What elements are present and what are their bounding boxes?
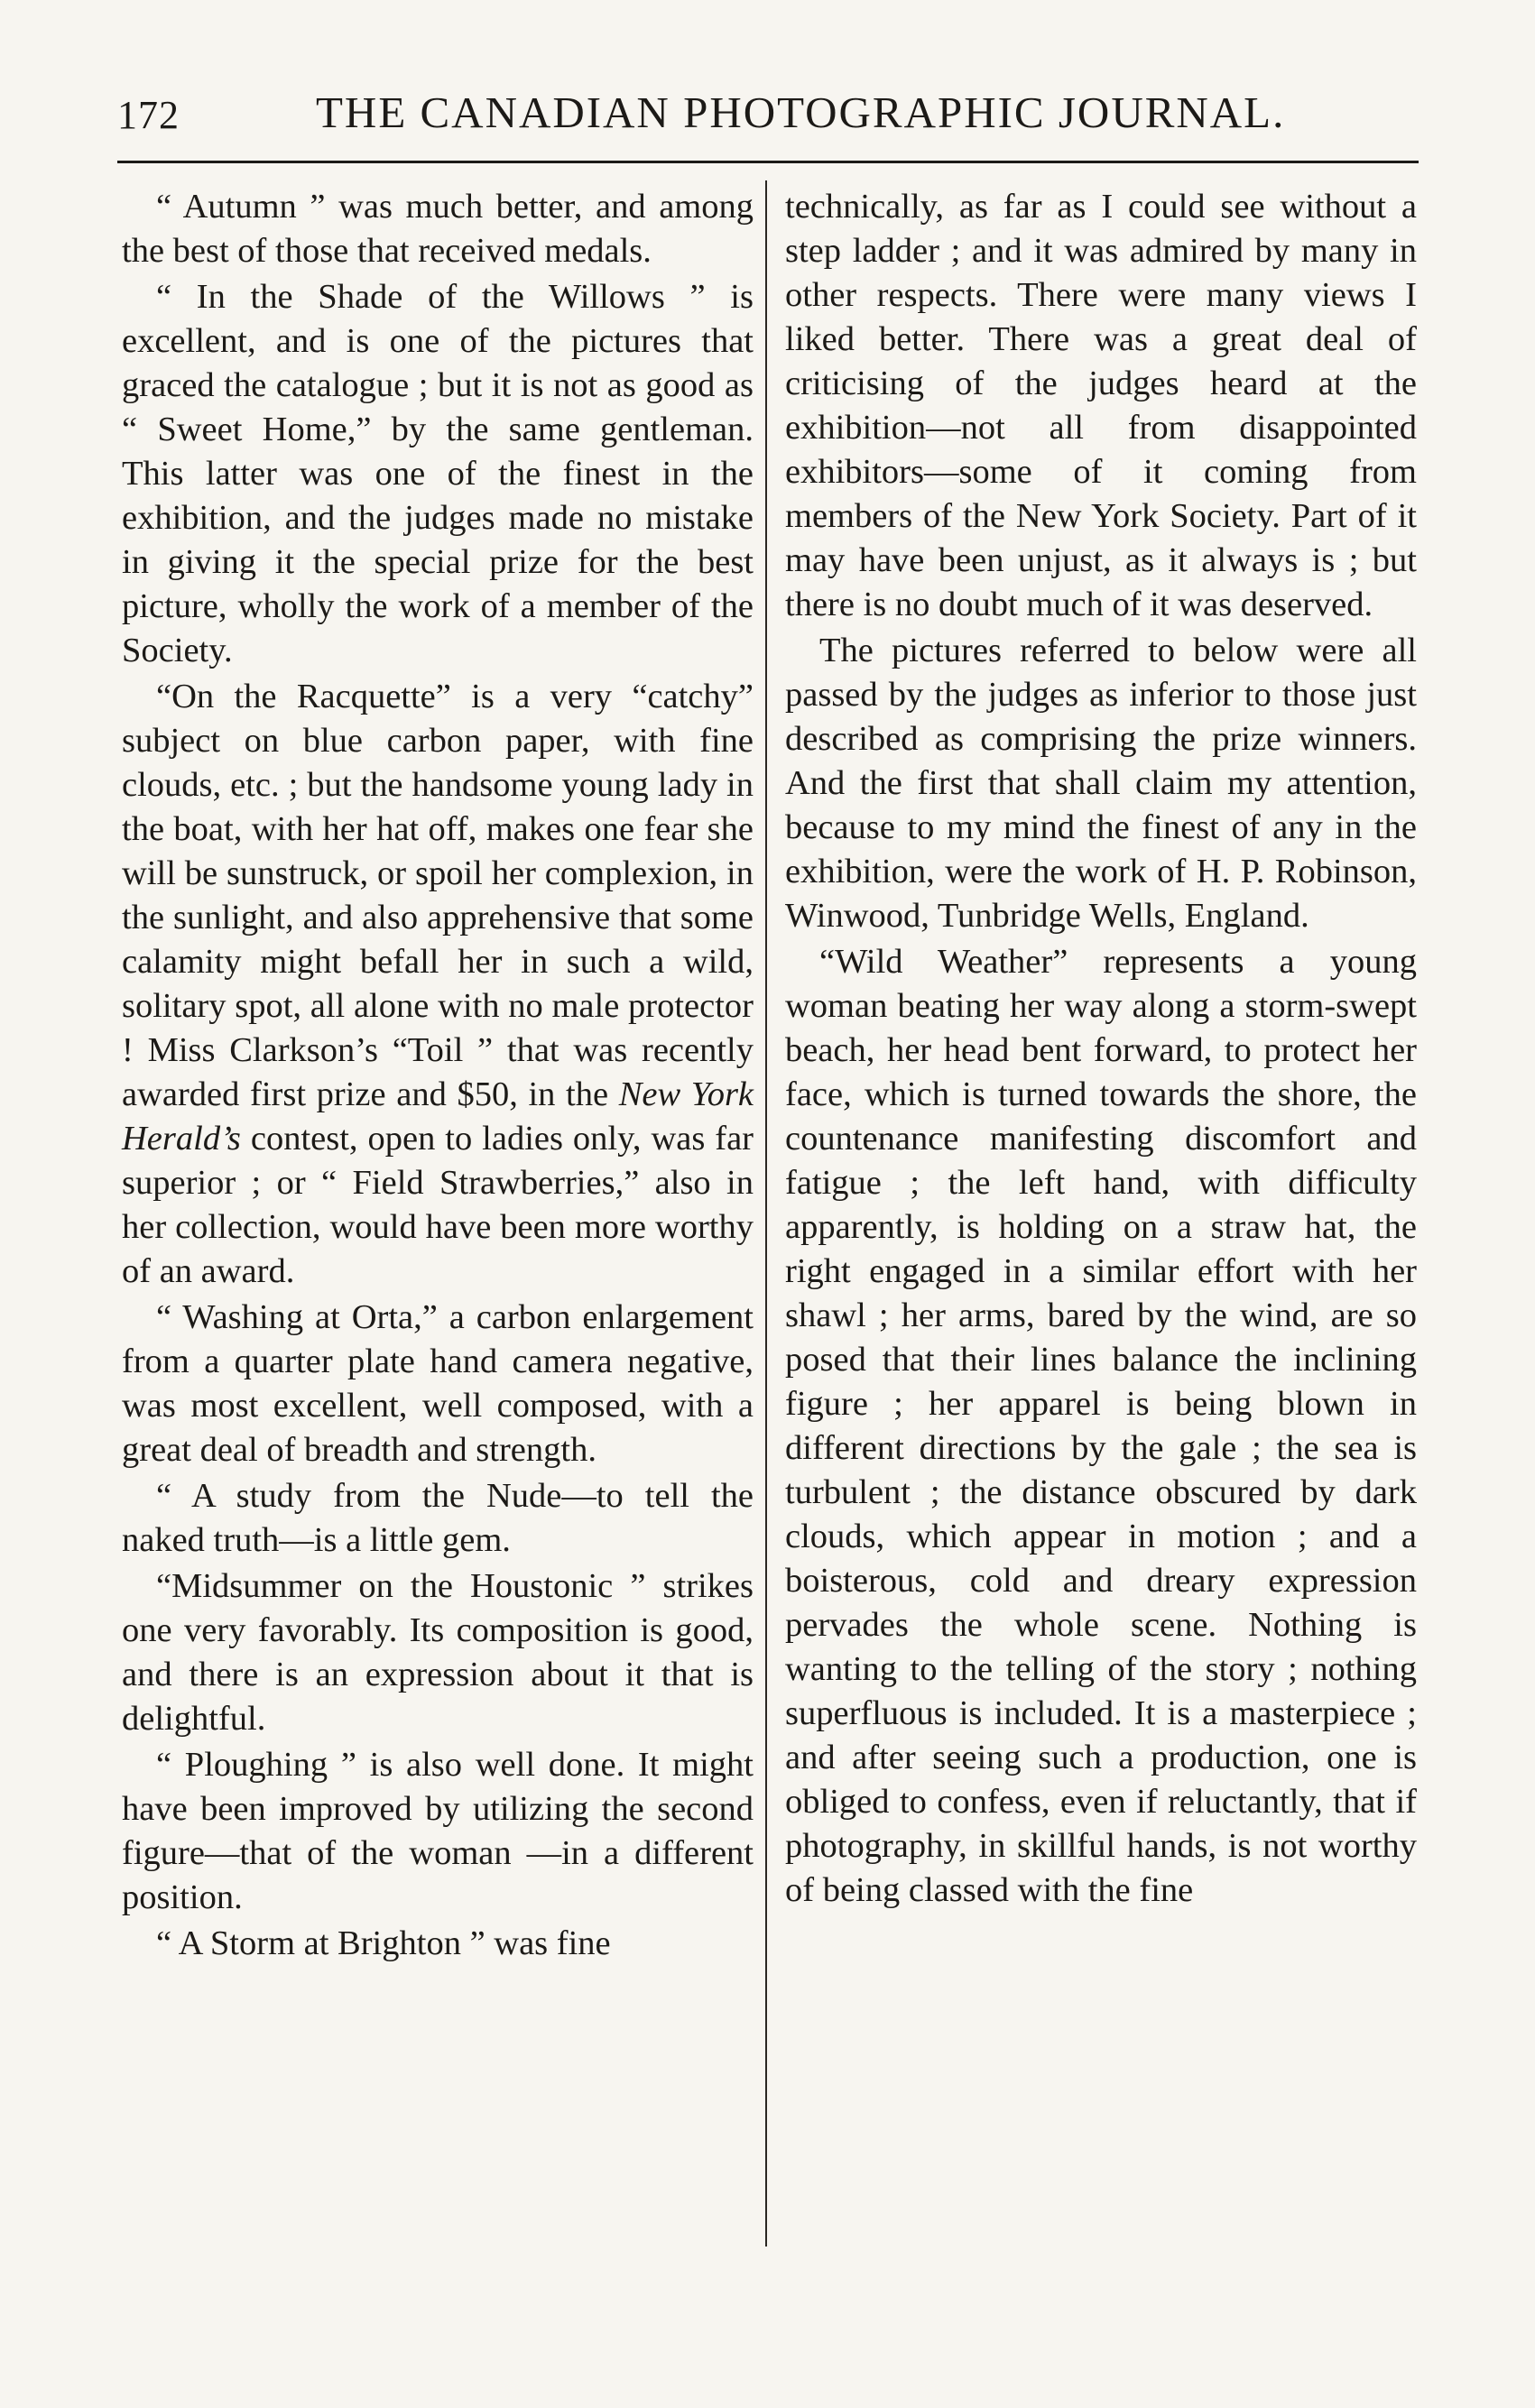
paragraph-midsummer: “Midsummer on the Houstonic ” strikes one very favorably. Its composition is good, and there is an expression about it that is delightful.: [122, 1567, 754, 1738]
paragraph-autumn: “ Autumn ” was much better, and among the best of those that received medals.: [122, 188, 754, 270]
left-column: [122, 185, 754, 1966]
paragraph-wild-weather: “Wild Weather” represents a young woman beating her way along a storm-swept beach, her head bent forward, to protect her face, which is turned towards the shore, the countenance manifesting discomfort and fatigue ; the left hand, with difficulty apparently, is holding on a straw hat, the right engaged in a similar effort with her shawl ; her arms, bared by the wind, are so posed that their lines balance the inclining figure ; her apparel is being blown in different directions by the gale ; the sea is turbulent ; the distance obscured by dark clouds, which appear in motion ; and a boisterous, cold and dreary expression pervades the whole scene. Nothing is wanting to the telling of the story ; nothing superfluous is included. It is a masterpiece ; and after seeing such a production, one is obliged to confess, even if reluctantly, that if photography, in skillful hands, is not worthy of being classed with the fine: [785, 943, 1417, 1909]
column-divider: [765, 180, 767, 2247]
right-column: [785, 185, 1417, 1913]
paragraph-nude: “ A study from the Nude—to tell the naked truth—is a little gem.: [122, 1477, 754, 1559]
newspaper-title: New York Herald’s: [122, 1075, 754, 1158]
header-rule: [117, 161, 1419, 163]
paragraph-pictures-below: The pictures referred to below were all passed by the judges as inferior to those just described as comprising the prize winners. And the first that shall claim my attention, because to my mind the finest of any in the exhibition, were the work of H. P. Robinson, Winwood, Tunbridge Wells, England.: [785, 632, 1417, 935]
page-header: [117, 79, 1419, 152]
page-number: 172: [117, 93, 180, 137]
racquette-text-2: contest, open to ladies only, was far superior ; or “ Field Strawberries,” also in her collection, would have been more worthy of an award.: [122, 1120, 754, 1290]
paragraph-storm-brighton: “ A Storm at Brighton ” was fine: [156, 1924, 611, 1962]
paragraph-willows: “ In the Shade of the Willows ” is excellent, and is one of the pictures that graced the catalogue ; but it is not as good as “ Sweet Home,” by the same gentleman. This latter was one of the finest in the exhibition, and the judges made no mistake in giving it the special prize for the best picture, wholly the work of a member of the Society.: [122, 278, 754, 669]
journal-title: THE CANADIAN PHOTOGRAPHIC JOURNAL.: [316, 88, 1286, 137]
paragraph-racquette: [122, 675, 754, 1294]
paragraph-ploughing: “ Ploughing ” is also well done. It might have been improved by utilizing the second figure—that of the woman —in a different position.: [122, 1746, 754, 1916]
paragraph-continuation: technically, as far as I could see without a step ladder ; and it was admired by many in other respects. There were many views I liked better. There was a great deal of criticising of the judges heard at the exhibition—not all from disappointed exhibitors—some of it coming from members of the New York Society. Part of it may have been unjust, as it always is ; but there is no doubt much of it was deserved.: [785, 188, 1417, 623]
paragraph-orta: “ Washing at Orta,” a carbon enlargement from a quarter plate hand camera negative, was most excellent, well composed, with a great deal of breadth and strength.: [122, 1298, 754, 1469]
racquette-text-1: “On the Racquette” is a very “catchy” subject on blue carbon paper, with fine clouds, etc. ; but the handsome young lady in the boat, with her hat off, makes one fear she will be sunstruck, or spoil her complexion, in the sunlight, and also apprehensive that some calamity might befall her in such a wild, solitary spot, all alone with no male protector ! Miss Clarkson’s “Toil ” that was recently awarded first prize and $50, in the: [122, 678, 754, 1113]
